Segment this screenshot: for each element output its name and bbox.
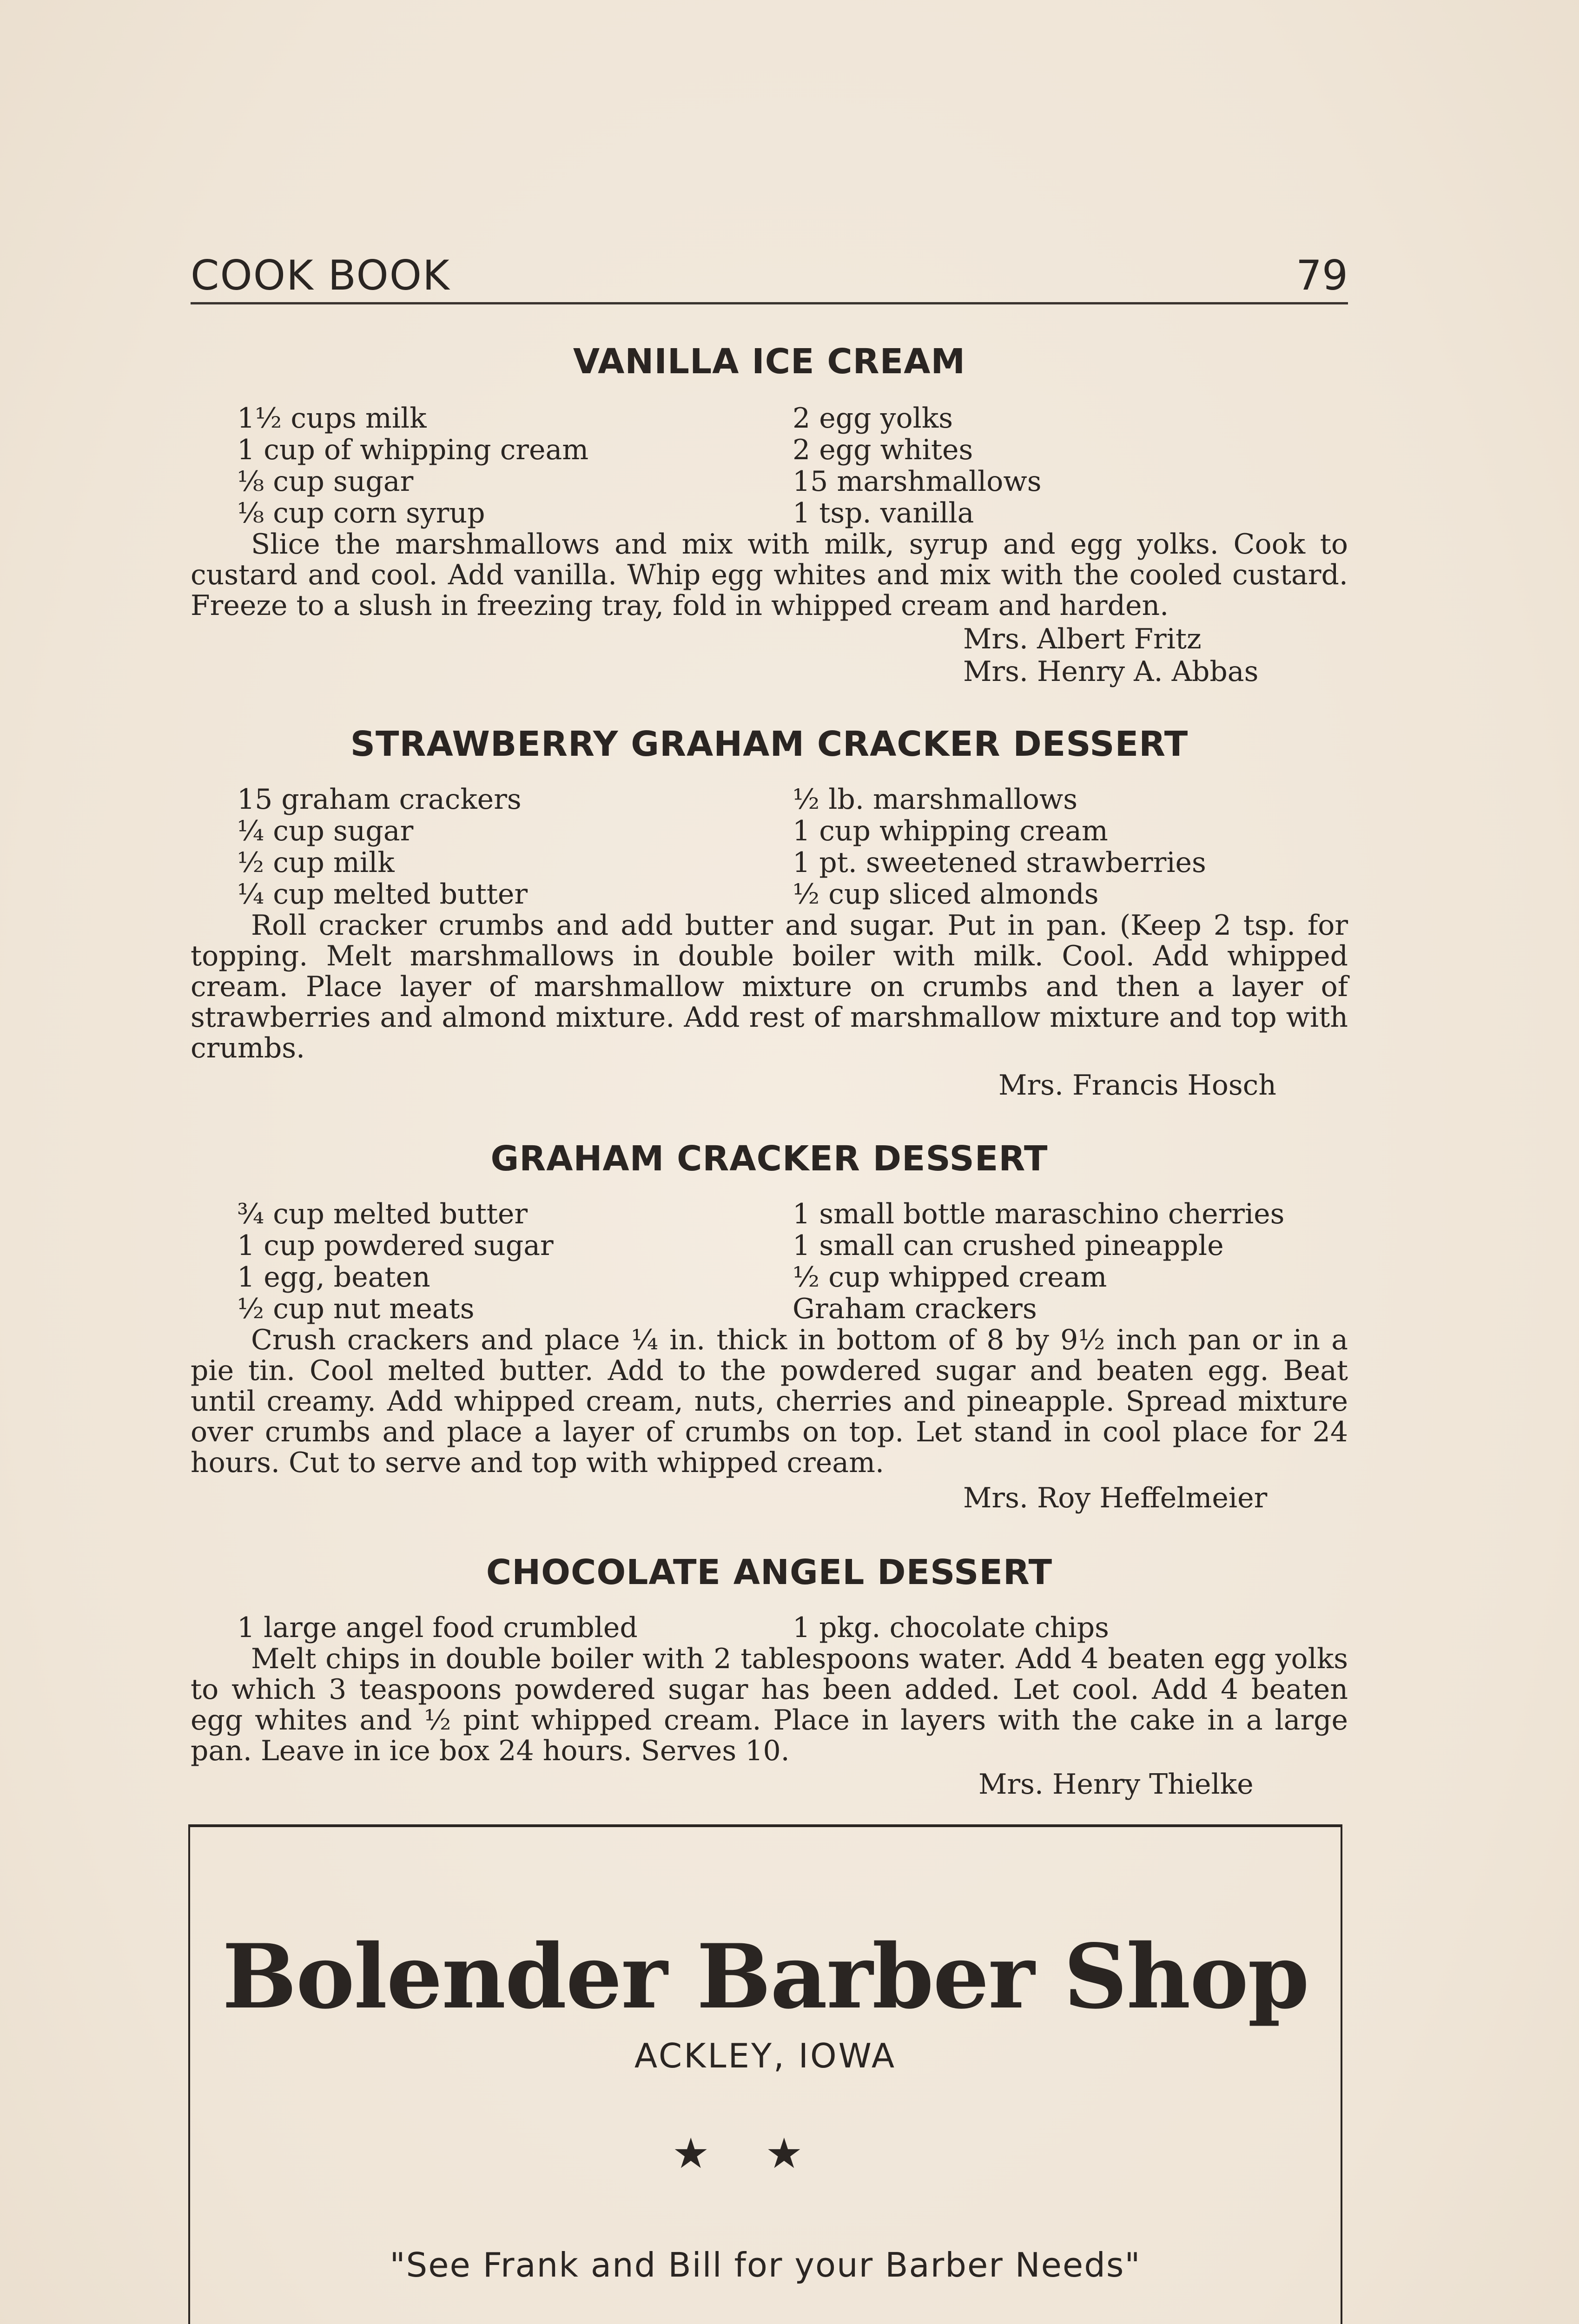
recipe-instructions: Slice the marshmallows and mix with milk, syrup and egg yolks. Cook to custard and cool. Add vanilla. Whip egg whites and mix with the cooled custard. Freeze to a slush in freezing tray, fold in whipped cream and harden.	[191, 528, 1348, 622]
recipe-signatures	[963, 623, 1258, 688]
ingredient: 1 large angel food crumbled	[237, 1611, 638, 1644]
ingredient: 1 tsp. vanilla	[793, 497, 974, 529]
ingredients-left	[237, 784, 528, 910]
star-icons: ★★	[672, 2129, 859, 2178]
recipe-title: GRAHAM CRACKER DESSERT	[490, 1139, 1048, 1179]
ingredient: 1 pkg. chocolate chips	[793, 1611, 1109, 1644]
recipe-instructions: Crush crackers and place ¼ in. thick in bottom of 8 by 9½ inch pan or in a pie tin. Cool melted butter. Add to the powdered sugar and beaten egg. Beat until creamy. Add whipped cream, nuts, cherries and pineapple. Spread mixture over crumbs and place a layer of crumbs on top. Let stand in cool place for 24 hours. Cut to serve and top with whipped cream.	[191, 1324, 1348, 1479]
ingredient: ½ cup milk	[237, 846, 395, 879]
ingredients-left	[237, 1198, 554, 1325]
ingredient: 1 cup whipping cream	[793, 815, 1108, 847]
recipe-title: CHOCOLATE ANGEL DESSERT	[486, 1552, 1053, 1592]
recipe-instructions: Roll cracker crumbs and add butter and sugar. Put in pan. (Keep 2 tsp. for topping. Melt marshmallows in double boiler with milk. Cool. Add whipped cream. Place layer of marshmallow mixture on crumbs and then a layer of strawberries and almond mixture. Add rest of marshmallow mixture and top with crumbs.	[191, 909, 1348, 1064]
signature: Mrs. Francis Hosch	[998, 1069, 1276, 1102]
signature: Mrs. Henry Thielke	[978, 1768, 1254, 1801]
signature: Mrs. Albert Fritz	[963, 623, 1202, 655]
ingredient: Graham crackers	[793, 1293, 1037, 1325]
recipe-title: STRAWBERRY GRAHAM CRACKER DESSERT	[350, 724, 1189, 764]
ingredient: ¼ cup melted butter	[237, 878, 528, 911]
ingredients-right	[793, 1612, 1109, 1644]
ingredient: ½ cup nut meats	[237, 1293, 475, 1325]
ad-city: ACKLEY, IOWA	[634, 2036, 897, 2075]
book-title: COOK BOOK	[191, 251, 450, 299]
page-header	[191, 246, 1348, 304]
ingredient: ½ cup sliced almonds	[793, 878, 1099, 911]
ingredients-left	[237, 403, 588, 529]
ingredient: ½ cup whipped cream	[793, 1261, 1107, 1294]
ad-business-name: Bolender Barber Shop	[222, 1925, 1309, 2028]
ingredient: 1 egg, beaten	[237, 1261, 430, 1294]
ingredient: 1 pt. sweetened strawberries	[793, 846, 1206, 879]
ingredient: 1 small bottle maraschino cherries	[793, 1198, 1285, 1230]
ingredient: 2 egg whites	[793, 434, 973, 466]
ingredient: 1 cup powdered sugar	[237, 1229, 554, 1262]
ingredient: ⅛ cup sugar	[237, 465, 414, 498]
ingredients-right	[793, 784, 1206, 910]
ingredients-left	[237, 1612, 638, 1644]
ingredient: 15 marshmallows	[793, 465, 1042, 498]
recipe-signatures	[998, 1069, 1276, 1102]
ingredient: 2 egg yolks	[793, 402, 953, 435]
ingredient: 1 small can crushed pineapple	[793, 1229, 1224, 1262]
ingredient: ½ lb. marshmallows	[793, 783, 1078, 816]
ingredient: ⅛ cup corn syrup	[237, 497, 485, 529]
recipe-signatures	[963, 1482, 1267, 1514]
recipe-instructions: Melt chips in double boiler with 2 tablespoons water. Add 4 beaten egg yolks to which 3 teaspoons powdered sugar has been added. Let cool. Add 4 beaten egg whites and ½ pint whipped cream. Place in layers with the cake in a large pan. Leave in ice box 24 hours. Serves 10.	[191, 1643, 1348, 1767]
advertisement-box	[188, 1824, 1342, 2324]
ingredient: 15 graham crackers	[237, 783, 522, 816]
ingredient: ¼ cup sugar	[237, 815, 414, 847]
ad-tagline: "See Frank and Bill for your Barber Needs"	[390, 2245, 1141, 2284]
ingredient: 1½ cups milk	[237, 402, 427, 435]
signature: Mrs. Roy Heffelmeier	[963, 1482, 1268, 1514]
ingredient: ¾ cup melted butter	[237, 1198, 528, 1230]
ingredients-right	[793, 403, 1042, 529]
ingredients-right	[793, 1198, 1284, 1325]
recipe-title: VANILLA ICE CREAM	[573, 342, 966, 382]
recipe-signatures	[978, 1768, 1254, 1801]
signature: Mrs. Henry A. Abbas	[963, 655, 1259, 688]
page-number: 79	[1296, 251, 1348, 299]
ingredient: 1 cup of whipping cream	[237, 434, 589, 466]
